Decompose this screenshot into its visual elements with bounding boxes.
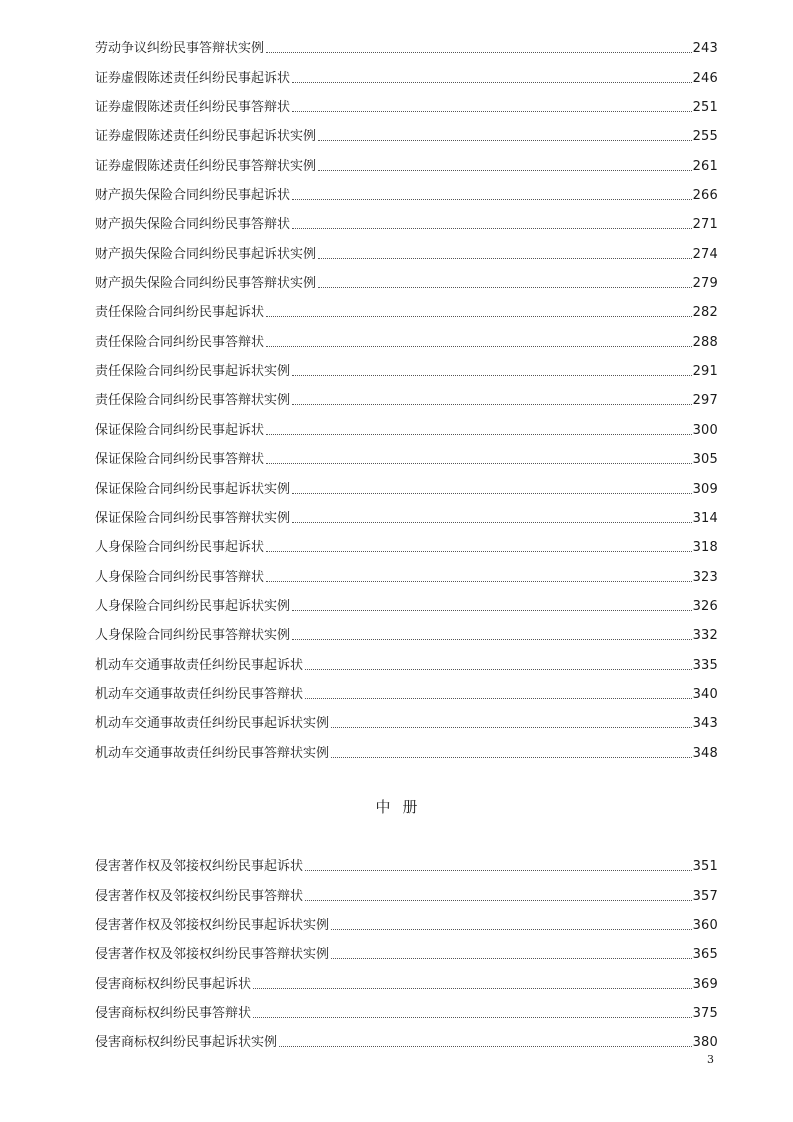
toc-entry[interactable] — [95, 292, 718, 321]
dot-leader — [318, 287, 692, 288]
toc-entry[interactable] — [95, 934, 718, 963]
toc-entry-page: 335 — [692, 657, 718, 673]
toc-entry-page: 279 — [692, 276, 718, 292]
toc-entry-title: 证券虚假陈述责任纠纷民事答辩状 — [95, 100, 291, 116]
toc-entry-page: 340 — [692, 686, 718, 702]
dot-leader — [292, 199, 692, 200]
toc-entry-page: 305 — [692, 452, 718, 468]
toc-entry-title: 侵害著作权及邻接权纠纷民事答辩状 — [95, 888, 304, 904]
toc-entry-title: 侵害商标权纠纷民事起诉状实例 — [95, 1035, 278, 1051]
toc-entry[interactable] — [95, 233, 718, 262]
dot-leader — [266, 581, 692, 582]
dot-leader — [318, 258, 692, 259]
dot-leader — [331, 727, 692, 728]
dot-leader — [266, 316, 692, 317]
toc-entry-title: 责任保险合同纠纷民事起诉状 — [95, 305, 265, 321]
dot-leader — [305, 698, 692, 699]
toc-entry-page: 300 — [692, 422, 718, 438]
toc-entry-page: 369 — [692, 976, 718, 992]
toc-entry-page: 357 — [692, 888, 718, 904]
toc-entry-page: 380 — [692, 1035, 718, 1051]
dot-leader — [292, 639, 692, 640]
toc-entry[interactable] — [95, 380, 718, 409]
toc-entry-page: 243 — [692, 41, 718, 57]
toc-entry-title: 机动车交通事故责任纠纷民事起诉状实例 — [95, 716, 330, 732]
toc-entry-title: 证券虚假陈述责任纠纷民事起诉状 — [95, 70, 291, 86]
toc-entry-title: 侵害商标权纠纷民事答辩状 — [95, 1006, 252, 1022]
toc-entry-title: 保证保险合同纠纷民事答辩状实例 — [95, 510, 291, 526]
toc-entry-title: 人身保险合同纠纷民事答辩状 — [95, 569, 265, 585]
dot-leader — [292, 522, 692, 523]
toc-entry-title: 侵害商标权纠纷民事起诉状 — [95, 976, 252, 992]
toc-entry-title: 财产损失保险合同纠纷民事起诉状实例 — [95, 246, 317, 262]
toc-entry-title: 保证保险合同纠纷民事起诉状 — [95, 422, 265, 438]
toc-entry-page: 261 — [692, 158, 718, 174]
toc-entry-title: 财产损失保险合同纠纷民事答辩状实例 — [95, 276, 317, 292]
toc-entry[interactable] — [95, 963, 718, 992]
dot-leader — [292, 493, 692, 494]
toc-entry-page: 291 — [692, 364, 718, 380]
toc-entry-page: 297 — [692, 393, 718, 409]
toc-entry-page: 323 — [692, 569, 718, 585]
toc-entry[interactable] — [95, 351, 718, 380]
toc-entry-page: 246 — [692, 70, 718, 86]
toc-entry-title: 人身保险合同纠纷民事答辩状实例 — [95, 628, 291, 644]
toc-entry-page: 326 — [692, 598, 718, 614]
toc-entry[interactable] — [95, 263, 718, 292]
toc-entry[interactable] — [95, 116, 718, 145]
toc-entry-title: 机动车交通事故责任纠纷民事起诉状 — [95, 657, 304, 673]
toc-entry[interactable] — [95, 527, 718, 556]
toc-entry-page: 282 — [692, 305, 718, 321]
toc-entry[interactable] — [95, 468, 718, 497]
dot-leader — [331, 929, 692, 930]
toc-entry-page: 255 — [692, 129, 718, 145]
toc-entry-title: 保证保险合同纠纷民事答辩状 — [95, 452, 265, 468]
dot-leader — [266, 346, 692, 347]
toc-entry-page: 343 — [692, 716, 718, 732]
dot-leader — [253, 988, 692, 989]
dot-leader — [266, 551, 692, 552]
dot-leader — [292, 375, 692, 376]
toc-entry[interactable] — [95, 204, 718, 233]
toc-entry-title: 责任保险合同纠纷民事起诉状实例 — [95, 364, 291, 380]
dot-leader — [318, 140, 692, 141]
toc-entry-page: 375 — [692, 1006, 718, 1022]
toc-entry[interactable] — [95, 175, 718, 204]
toc-entry[interactable] — [95, 439, 718, 468]
toc-entry-title: 证券虚假陈述责任纠纷民事答辩状实例 — [95, 158, 317, 174]
toc-entry[interactable] — [95, 674, 718, 703]
toc-entry-title: 责任保险合同纠纷民事答辩状实例 — [95, 393, 291, 409]
dot-leader — [266, 463, 692, 464]
dot-leader — [253, 1017, 692, 1018]
toc-entry-title: 机动车交通事故责任纠纷民事答辩状实例 — [95, 745, 330, 761]
toc-entry[interactable] — [95, 703, 718, 732]
toc-entry[interactable] — [95, 409, 718, 438]
toc-entry-title: 人身保险合同纠纷民事起诉状 — [95, 540, 265, 556]
dot-leader — [266, 52, 692, 53]
dot-leader — [305, 669, 692, 670]
toc-entry-title: 人身保险合同纠纷民事起诉状实例 — [95, 598, 291, 614]
toc-entry-page: 360 — [692, 918, 718, 934]
toc-entry[interactable] — [95, 644, 718, 673]
toc-list-top — [95, 28, 718, 762]
toc-entry[interactable] — [95, 732, 718, 761]
toc-entry-title: 保证保险合同纠纷民事起诉状实例 — [95, 481, 291, 497]
toc-entry[interactable] — [95, 905, 718, 934]
toc-entry[interactable] — [95, 57, 718, 86]
dot-leader — [279, 1046, 692, 1047]
page-number: 3 — [707, 1053, 714, 1066]
toc-list-middle — [95, 846, 718, 1051]
toc-entry[interactable] — [95, 556, 718, 585]
dot-leader — [331, 958, 692, 959]
toc-entry[interactable] — [95, 87, 718, 116]
toc-entry-title: 责任保险合同纠纷民事答辩状 — [95, 334, 265, 350]
toc-entry[interactable] — [95, 321, 718, 350]
toc-entry-title: 劳动争议纠纷民事答辩状实例 — [95, 41, 265, 57]
toc-entry-title: 财产损失保险合同纠纷民事答辩状 — [95, 217, 291, 233]
toc-entry-page: 288 — [692, 334, 718, 350]
toc-entry-page: 314 — [692, 510, 718, 526]
toc-entry-title: 侵害著作权及邻接权纠纷民事起诉状实例 — [95, 918, 330, 934]
toc-entry[interactable] — [95, 615, 718, 644]
toc-entry[interactable] — [95, 875, 718, 904]
toc-entry-page: 318 — [692, 540, 718, 556]
toc-entry[interactable] — [95, 498, 718, 527]
toc-entry-page: 309 — [692, 481, 718, 497]
toc-entry[interactable] — [95, 28, 718, 57]
toc-entry[interactable] — [95, 145, 718, 174]
section-heading: 中册 — [375, 798, 430, 816]
toc-entry-page: 348 — [692, 745, 718, 761]
toc-entry[interactable] — [95, 993, 718, 1022]
toc-entry-title: 侵害著作权及邻接权纠纷民事答辩状实例 — [95, 947, 330, 963]
dot-leader — [292, 404, 692, 405]
dot-leader — [292, 610, 692, 611]
dot-leader — [305, 900, 692, 901]
toc-entry-title: 财产损失保险合同纠纷民事起诉状 — [95, 188, 291, 204]
toc-entry-page: 251 — [692, 100, 718, 116]
toc-entry-page: 266 — [692, 188, 718, 204]
toc-entry-page: 365 — [692, 947, 718, 963]
dot-leader — [305, 870, 692, 871]
toc-entry-page: 274 — [692, 246, 718, 262]
toc-entry-page: 351 — [692, 859, 718, 875]
dot-leader — [331, 757, 692, 758]
dot-leader — [292, 82, 692, 83]
toc-entry-title: 侵害著作权及邻接权纠纷民事起诉状 — [95, 859, 304, 875]
toc-entry-title: 证券虚假陈述责任纠纷民事起诉状实例 — [95, 129, 317, 145]
toc-entry[interactable] — [95, 846, 718, 875]
dot-leader — [292, 111, 692, 112]
toc-entry[interactable] — [95, 1022, 718, 1051]
toc-entry-page: 271 — [692, 217, 718, 233]
toc-entry-title: 机动车交通事故责任纠纷民事答辩状 — [95, 686, 304, 702]
dot-leader — [318, 170, 692, 171]
dot-leader — [292, 228, 692, 229]
dot-leader — [266, 434, 692, 435]
toc-entry-page: 332 — [692, 628, 718, 644]
toc-entry[interactable] — [95, 586, 718, 615]
